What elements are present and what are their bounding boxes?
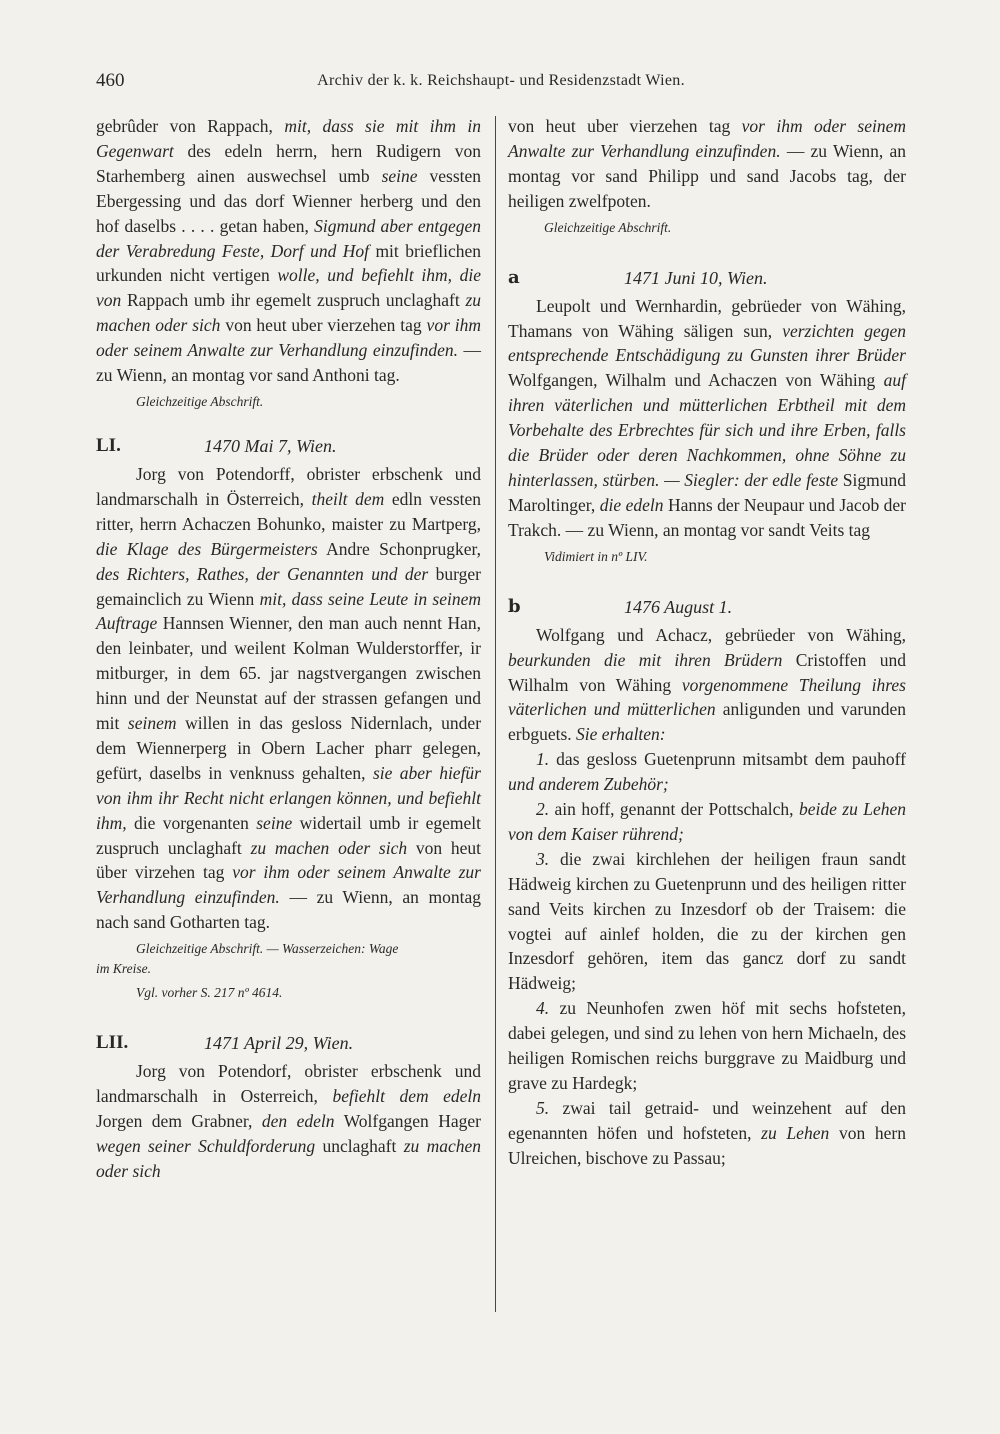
continued-entry-text: von heut uber vierzehen tag vor ihm oder seinem Anwalte zur Verhandlung einzufinden. — zu Wienn, an montag vor sand Philipp und sand Jacobs tag, der heiligen zwelfpoten. xyxy=(508,116,907,211)
source-note: Vidimiert in nº LIV. xyxy=(544,548,648,564)
entry-number: LI. xyxy=(96,434,121,456)
right-column xyxy=(508,114,906,1171)
page-header xyxy=(96,70,906,100)
source-note: Gleichzeitige Abschrift. xyxy=(136,393,264,409)
list-item: 2. ain hoff, genannt der Pottschalch, beide zu Lehen von dem Kaiser rührend; xyxy=(508,799,906,844)
entry-text-a: Leupolt und Wernhardin, gebrüeder von Wähing, Thamans von Wähing säligen sun, verzichten gegen entsprechende Entschädigung zu Gunsten ihrer Brüder Wolfgangen, Wilhalm und Achaczen von Wähing auf ihren väterlichen und mütterlichen Erbtheil mit dem Vorbehalte des Erbrechtes für sich und ihre Erben, falls die Brüder oder deren Nachkommen, ohne Söhne zu hinterlassen, stürben. — Siegler: der edle feste Sigmund Maroltinger, die edeln Hanns der Neupaur und Jacob der Trakch. — zu Wienn, an montag vor sandt Veits tag xyxy=(508,295,907,540)
running-title: Archiv der k. k. Reichshaupt- und Residenzstadt Wien. xyxy=(317,72,685,89)
source-note-continued: im Kreise. xyxy=(96,961,151,977)
entry-heading-a xyxy=(508,264,906,294)
entry-heading-b xyxy=(508,593,906,623)
entry-text-lii: Jorg von Potendorf, obrister erbschenk und landmarschalh in Osterreich, befiehlt dem edeln Jorgen dem Grabner, den edeln Wolfgangen Hager wegen seiner Schuldforderung unclaghaft zu machen oder sich xyxy=(96,1061,482,1181)
list-item: 1. das gesloss Guetenprunn mitsambt dem pauhoff und anderem Zubehör; xyxy=(508,749,907,795)
column-divider xyxy=(495,116,496,1312)
entry-number: a xyxy=(508,266,520,288)
list-item: 3. die zwai kirchlehen der heiligen fraun sandt Hädweig kirchen zu Guetenprunn und des heiligen ritter sand Veits kirchen zu Inzesdorf ob der Traisem: die vogtei auf ainlef holden, die zu der kirchen gen Inzesdorf gehören, item das gancz dorf zu sandt Hädweig; xyxy=(508,848,906,994)
list-item: 5. zwai tail getraid- und weinzehent auf den egenannten höfen und hofsteten, zu Lehen von hern Ulreichen, bischove zu Passau; xyxy=(508,1097,906,1168)
left-column xyxy=(96,114,481,1184)
list-item: 4. zu Neunhofen zwen höf mit sechs hofsteten, dabei gelegen, und sind zu lehen von hern Michaeln, des heiligen Romischen reichs burggrave zu Maidburg und grave zu Hardegk; xyxy=(508,998,907,1093)
entry-number: LII. xyxy=(96,1032,129,1054)
source-note: Gleichzeitige Abschrift. xyxy=(544,219,672,235)
entry-date: 1476 August 1. xyxy=(624,596,733,617)
entry-text-b: Wolfgang und Achacz, gebrüeder von Wähing, beurkunden die mit ihren Brüdern Cristoffen und Wilhalm von Wähing vorgenommene Theilung ihres väterlichen und mütterlichen anligunden und varunden erbguets. Sie erhalten: xyxy=(508,624,907,745)
entry-heading-lii xyxy=(96,1029,481,1059)
entry-date: 1471 April 29, Wien. xyxy=(204,1033,354,1054)
source-note: Gleichzeitige Abschrift. — Wasserzeichen: Wage xyxy=(136,941,399,957)
entry-date: 1471 Juni 10, Wien. xyxy=(624,267,768,288)
entry-number: b xyxy=(508,595,521,617)
entry-heading-li xyxy=(96,432,481,462)
reference-note: Vgl. vorher S. 217 nº 4614. xyxy=(136,985,283,1001)
continued-entry-text: gebrûder von Rappach, mit, dass sie mit ihm in Gegenwart des edeln herrn, hern Rudigern von Starhemberg ainen auswechsel umb seine vessten Ebergessing und das dorf Wienner herberg und den hof daselbs . . . . getan haben, Sigmund aber entgegen der Verabredung Feste, Dorf und Hof mit brieflichen urkunden nicht vertigen wolle, und befiehlt ihm, die von Rappach umb ihr egemelt zuspruch unclaghaft zu machen oder sich von heut uber vierzehen tag vor ihm oder seinem Anwalte zur Verhandlung einzufinden. — zu Wienn, an montag vor sand Anthoni tag. xyxy=(96,116,482,386)
entry-date: 1470 Mai 7, Wien. xyxy=(204,435,337,456)
page-number: 460 xyxy=(96,70,125,91)
entry-text-li: Jorg von Potendorff, obrister erbschenk und landmarschalh in Österreich, theilt dem edln vessten ritter, herrn Achaczen Bohunko, maister zu Martperg, die Klage des Bürgermeisters Andre Schonprugker, des Richters, Rathes, der Genannten und der burger gemainclich zu Wienn mit, dass seine Leute in seinem Auftrage Hannsen Wienner, den man auch nennt Han, den leinbater, und weilent Kolman Wulderstorffer, ir mitburger, in dem 65. jar nagstvergangen zwischen hinn und der Neunstat auf der strassen gefangen und mit seinem willen in das gesloss Nidernlach, under dem Wiennerperg in Obern Lacher pharr gelegen, gefürt, daselbs in venknuss gehalten, sie aber hiefür von ihm ihr Recht nicht erlangen können, und befiehlt ihm, die vorgenanten seine widertail umb ir egemelt zuspruch unclaghaft zu machen oder sich von heut über virzehen tag vor ihm oder seinem Anwalte zur Verhandlung einzufinden. — zu Wienn, an montag nach sand Gotharten tag. xyxy=(96,463,482,933)
